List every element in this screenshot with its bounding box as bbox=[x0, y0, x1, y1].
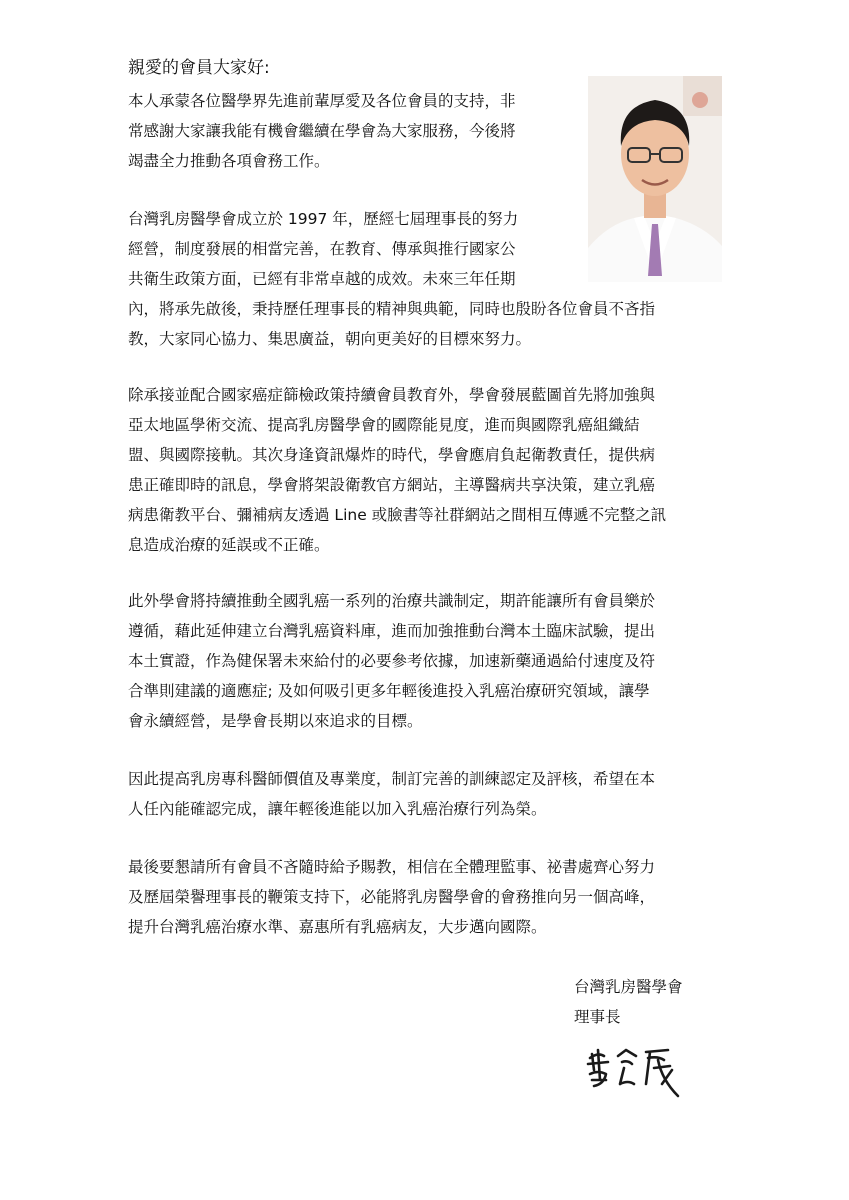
paragraph-closing bbox=[128, 852, 655, 942]
text-line: 共衛生政策方面，已經有非常卓越的成效。未來三年任期 bbox=[128, 270, 516, 288]
paragraph-specialist bbox=[128, 764, 655, 824]
text-line: 本土實證，作為健保署未來給付的必要參考依據，加速新藥通過給付速度及符 bbox=[128, 652, 656, 670]
text-line: 及歷屆榮譽理事長的鞭策支持下，必能將乳房醫學會的會務推向另一個高峰， bbox=[128, 888, 656, 906]
handwritten-signature bbox=[584, 1040, 684, 1106]
greeting: 親愛的會員大家好: bbox=[128, 58, 270, 78]
paragraph-consensus bbox=[128, 586, 655, 736]
text-line: 提升台灣乳癌治療水準、嘉惠所有乳癌病友，大步邁向國際。 bbox=[128, 918, 547, 936]
paragraph-history bbox=[128, 204, 655, 354]
paragraph-blueprint bbox=[128, 380, 666, 560]
text-line: 此外學會將持續推動全國乳癌一系列的治療共識制定，期許能讓所有會員樂於 bbox=[128, 592, 656, 610]
paragraph-intro bbox=[128, 86, 516, 176]
signature-position: 理事長 bbox=[574, 1008, 621, 1026]
text-line: 患正確即時的訊息，學會將架設衛教官方網站，主導醫病共享決策，建立乳癌 bbox=[128, 476, 656, 494]
text-line: 合準則建議的適應症; 及如何吸引更多年輕後進投入乳癌治療研究領域，讓學 bbox=[128, 682, 650, 700]
text-line: 竭盡全力推動各項會務工作。 bbox=[128, 152, 330, 170]
text-line: 台灣乳房醫學會成立於 1997 年，歷經七屆理事長的努力 bbox=[128, 210, 519, 228]
text-line: 亞太地區學術交流、提高乳房醫學會的國際能見度，進而與國際乳癌組織結 bbox=[128, 416, 640, 434]
text-line: 會永續經營，是學會長期以來追求的目標。 bbox=[128, 712, 423, 730]
text-line: 內，將承先啟後，秉持歷任理事長的精神與典範，同時也殷盼各位會員不吝指 bbox=[128, 300, 656, 318]
text-line: 息造成治療的延誤或不正確。 bbox=[128, 536, 330, 554]
text-line: 病患衛教平台、彌補病友透過 Line 或臉書等社群網站之間相互傳遞不完整之訊 bbox=[128, 506, 667, 524]
signature-block bbox=[574, 972, 683, 1032]
text-line: 常感謝大家讓我能有機會繼續在學會為大家服務，今後將 bbox=[128, 122, 516, 140]
text-line: 遵循，藉此延伸建立台灣乳癌資料庫，進而加強推動台灣本土臨床試驗，提出 bbox=[128, 622, 656, 640]
text-line: 盟、與國際接軌。其次身逢資訊爆炸的時代，學會應肩負起衛教責任，提供病 bbox=[128, 446, 656, 464]
signature-organization: 台灣乳房醫學會 bbox=[574, 978, 683, 996]
text-line: 經營，制度發展的相當完善，在教育、傳承與推行國家公 bbox=[128, 240, 516, 258]
text-line: 除承接並配合國家癌症篩檢政策持續會員教育外，學會發展藍圖首先將加強與 bbox=[128, 386, 656, 404]
text-line: 最後要懇請所有會員不吝隨時給予賜教，相信在全體理監事、祕書處齊心努力 bbox=[128, 858, 656, 876]
text-line: 教，大家同心協力、集思廣益，朝向更美好的目標來努力。 bbox=[128, 330, 532, 348]
text-line: 因此提高乳房專科醫師價值及專業度，制訂完善的訓練認定及評核，希望在本 bbox=[128, 770, 656, 788]
text-line: 人任內能確認完成，讓年輕後進能以加入乳癌治療行列為榮。 bbox=[128, 800, 547, 818]
text-line: 本人承蒙各位醫學界先進前輩厚愛及各位會員的支持，非 bbox=[128, 92, 516, 110]
